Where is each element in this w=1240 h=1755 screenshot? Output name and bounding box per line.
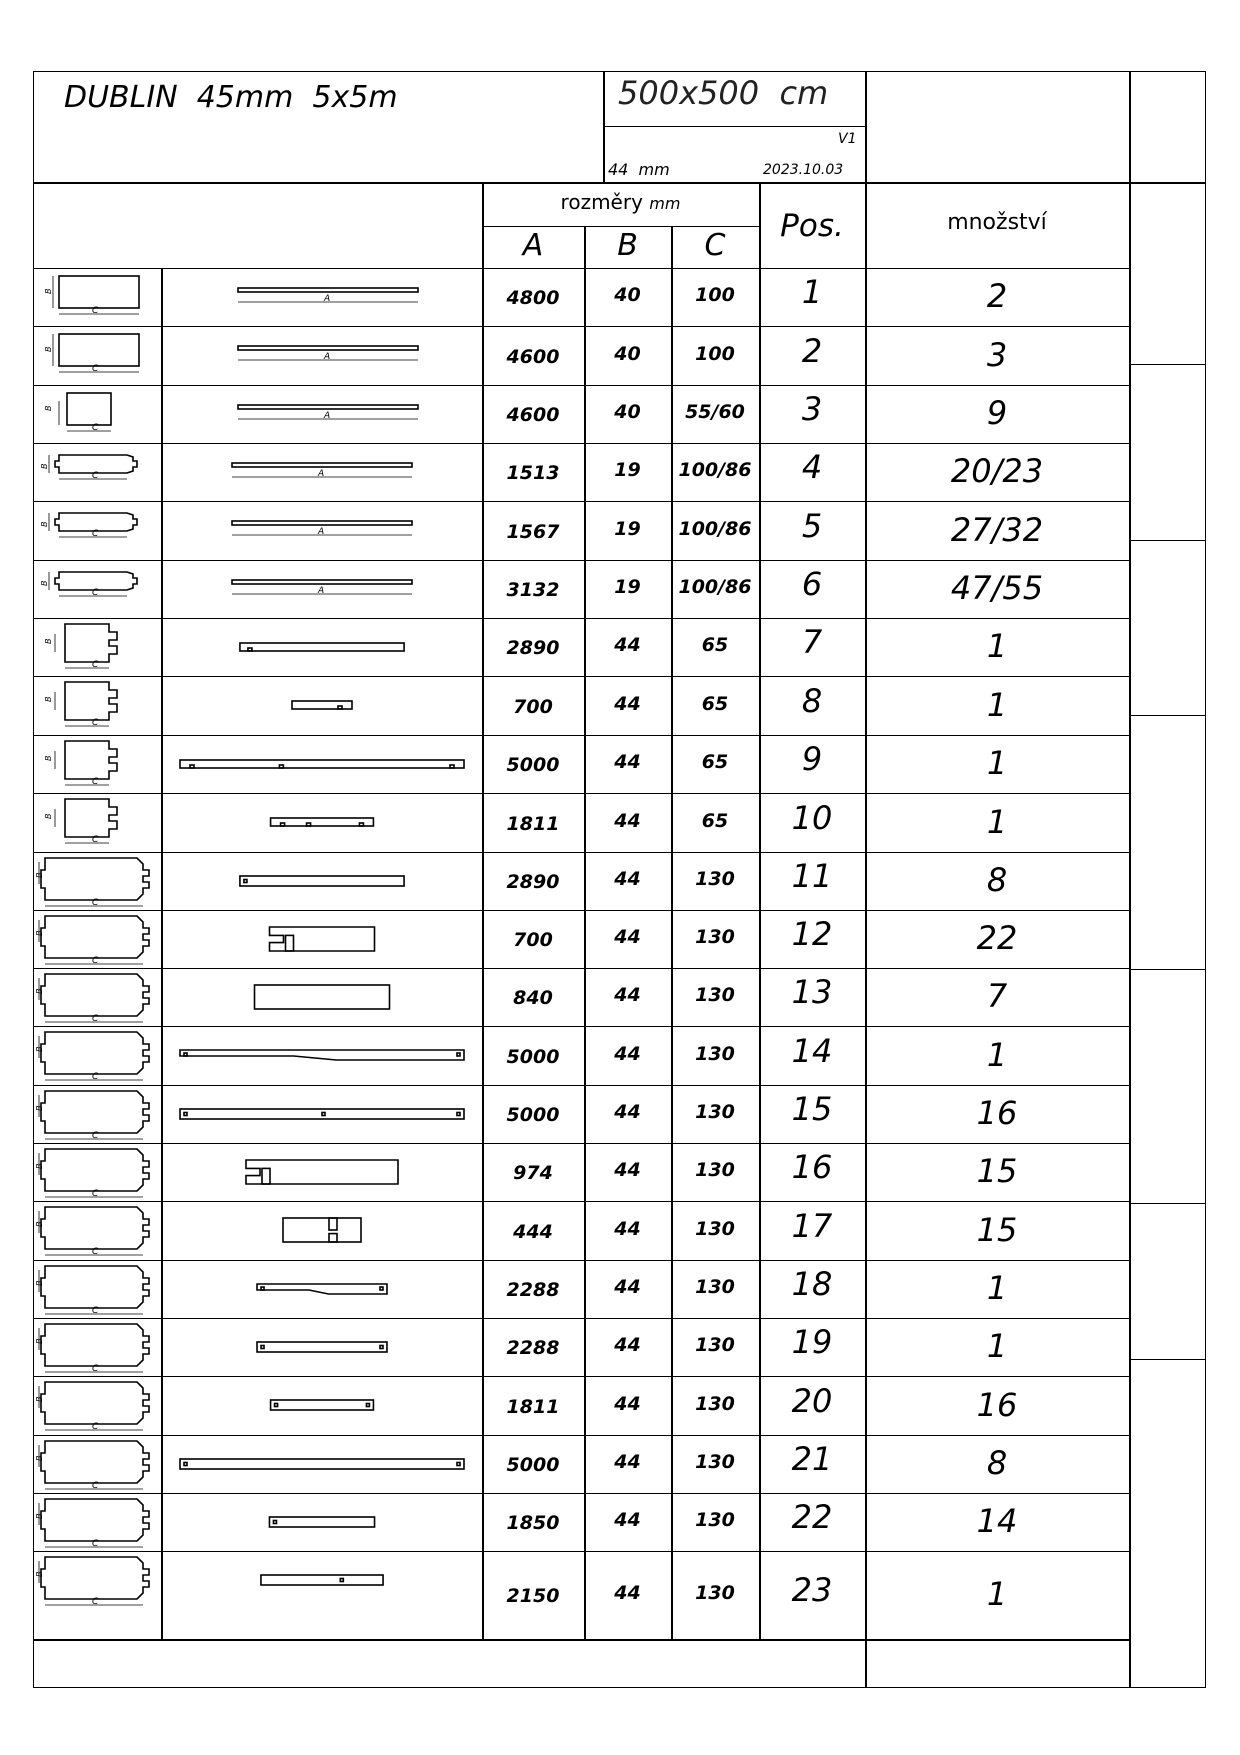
- length-drawing-notch-right: [163, 677, 481, 733]
- cell-position: 23: [791, 1571, 833, 1609]
- cell-dim-c: 130: [695, 1042, 735, 1065]
- profile-label-b: B: [35, 1163, 44, 1169]
- cell-dim-c: 130: [695, 1101, 735, 1123]
- length-drawing-plain: [163, 386, 481, 442]
- cell-quantity: 1: [986, 685, 1008, 724]
- version-label: V1: [838, 131, 857, 147]
- cell-quantity: 8: [986, 1444, 1008, 1482]
- cell-dim-c: 100: [695, 342, 735, 365]
- length-drawing-end-left: [163, 853, 481, 909]
- profile-label-c: C: [92, 588, 99, 598]
- profile-label-b: B: [35, 1105, 44, 1111]
- profile-label-b: B: [35, 1338, 44, 1344]
- cell-position: 19: [791, 1323, 833, 1361]
- cell-dim-c: 130: [695, 926, 735, 948]
- cell-dim-c: 130: [695, 1451, 735, 1473]
- margin-tick: [1129, 364, 1206, 365]
- profile-drawing-plank: [37, 270, 157, 326]
- thickness-label: 44 mm: [608, 160, 670, 179]
- cell-dim-a: 2288: [506, 1337, 560, 1359]
- cell-dim-c: 130: [695, 1276, 735, 1298]
- profile-label-c: C: [92, 306, 99, 316]
- cell-dim-b: 44: [614, 751, 641, 773]
- profile-drawing-small-log: [37, 795, 157, 851]
- profile-label-c: C: [92, 1247, 99, 1257]
- profile-label-b: B: [44, 696, 53, 702]
- cell-quantity: 20/23: [950, 452, 1044, 490]
- cell-dim-b: 44: [614, 1159, 641, 1181]
- profile-label-c: C: [92, 1597, 99, 1607]
- profile-drawing-log: [37, 1553, 157, 1609]
- cell-dim-b: 44: [614, 1509, 641, 1531]
- header-col-pos: Pos.: [780, 208, 844, 244]
- length-drawing-cut-right: [163, 1202, 481, 1258]
- cell-quantity: 14: [976, 1502, 1018, 1540]
- cell-dim-b: 44: [614, 1217, 641, 1240]
- cell-dim-a: 700: [513, 929, 553, 951]
- cell-position: 15: [791, 1090, 833, 1128]
- cell-dim-c: 100/86: [678, 576, 752, 598]
- cell-quantity: 27/32: [950, 510, 1044, 549]
- cell-dim-a: 1513: [506, 462, 560, 484]
- cell-dim-b: 44: [614, 1101, 641, 1123]
- cell-dim-a: 5000: [506, 1045, 560, 1068]
- cell-dim-a: 4800: [506, 287, 560, 309]
- profile-drawing-log: [37, 1320, 157, 1376]
- profile-label-c: C: [92, 898, 99, 908]
- cell-quantity: 1: [986, 1035, 1008, 1074]
- profile-drawing-log: [37, 1262, 157, 1318]
- drawing-size: 500x500 cm: [618, 74, 829, 112]
- cell-position: 16: [791, 1148, 833, 1186]
- length-drawing-step: [163, 1261, 481, 1317]
- cell-position: 1: [801, 273, 823, 311]
- profile-label-b: B: [35, 1455, 44, 1461]
- profile-label-c: C: [92, 423, 99, 433]
- cell-dim-b: 44: [614, 1392, 641, 1415]
- cell-quantity: 16: [976, 1385, 1018, 1424]
- group-header-line: [482, 226, 759, 227]
- margin-tick: [1129, 540, 1206, 541]
- cell-dim-c: 65: [701, 809, 729, 832]
- profile-label-b: B: [44, 405, 53, 411]
- profile-label-c: C: [92, 718, 99, 728]
- profile-drawing-floor: [37, 562, 157, 618]
- profile-label-c: C: [92, 1072, 99, 1082]
- header-col-qty: množství: [947, 210, 1047, 235]
- margin-tick: [1129, 969, 1206, 970]
- length-label-a: A: [318, 527, 325, 537]
- profile-label-c: C: [92, 956, 99, 966]
- profile-drawing-plank: [37, 328, 157, 384]
- title-separator: [33, 182, 1206, 184]
- cell-quantity: 2: [986, 277, 1008, 315]
- cell-quantity: 9: [986, 394, 1008, 432]
- cell-dim-c: 130: [695, 1217, 735, 1240]
- cell-position: 14: [791, 1031, 833, 1070]
- margin-tick: [1129, 1359, 1206, 1360]
- header-dimensions: [482, 190, 759, 214]
- cell-dim-b: 44: [614, 692, 641, 715]
- cell-dim-c: 130: [695, 1159, 735, 1181]
- cell-dim-c: 100/86: [678, 517, 752, 540]
- profile-drawing-log: [37, 854, 157, 910]
- margin-tick: [1129, 715, 1206, 716]
- cell-dim-a: 700: [513, 695, 553, 718]
- profile-label-c: C: [92, 529, 99, 539]
- cell-position: 17: [791, 1206, 833, 1245]
- cell-dim-b: 44: [614, 984, 641, 1006]
- profile-label-b: B: [40, 521, 49, 527]
- profile-label-c: C: [92, 1539, 99, 1549]
- profile-label-b: B: [35, 1046, 44, 1052]
- length-drawing-box: [163, 969, 481, 1025]
- cell-dim-b: 44: [614, 1451, 641, 1473]
- cell-dim-a: 1850: [506, 1512, 560, 1534]
- profile-label-b: B: [35, 930, 44, 936]
- length-drawing-plain: [163, 561, 481, 617]
- profile-label-c: C: [92, 1364, 99, 1374]
- profile-label-c: C: [92, 1189, 99, 1199]
- cell-dim-b: 44: [614, 1582, 641, 1604]
- profile-drawing-log: [37, 1028, 157, 1084]
- cell-dim-a: 1567: [506, 520, 560, 543]
- cell-quantity: 15: [976, 1210, 1018, 1249]
- cell-dim-a: 5000: [506, 1454, 560, 1476]
- margin-tick: [1129, 1203, 1206, 1204]
- cell-position: 6: [801, 565, 823, 603]
- length-drawing-end-both: [163, 1319, 481, 1375]
- length-label-a: A: [324, 294, 331, 304]
- cell-dim-b: 40: [614, 284, 641, 306]
- cell-position: 21: [791, 1440, 833, 1478]
- title-divider-2: [603, 126, 865, 127]
- header-col-c: C: [704, 228, 726, 263]
- profile-drawing-log: [37, 1495, 157, 1551]
- cell-position: 12: [791, 915, 833, 953]
- length-drawing-plain: [163, 502, 481, 558]
- length-drawing-end-both: [163, 1377, 481, 1433]
- cell-dim-a: 974: [513, 1162, 553, 1184]
- cell-quantity: 1: [986, 802, 1008, 841]
- profile-label-b: B: [44, 346, 53, 352]
- cell-position: 11: [791, 857, 833, 895]
- cell-dim-a: 1811: [506, 1395, 560, 1418]
- cell-dim-c: 65: [701, 751, 729, 773]
- length-drawing-plain: [163, 269, 481, 325]
- profile-label-b: B: [35, 988, 44, 994]
- cell-dim-c: 130: [695, 1582, 735, 1604]
- cell-dim-c: 130: [695, 868, 735, 890]
- cell-quantity: 1: [986, 1575, 1008, 1613]
- profile-label-c: C: [92, 835, 99, 845]
- cell-dim-a: 2890: [506, 637, 560, 659]
- header-dimensions-unit: mm: [649, 194, 681, 213]
- length-label-a: A: [324, 352, 331, 362]
- header-dimensions-label: rozměry: [560, 190, 643, 214]
- cell-dim-b: 19: [614, 576, 641, 598]
- cell-dim-c: 130: [695, 984, 735, 1006]
- length-drawing-notch-left: [163, 619, 481, 675]
- length-drawing-notch-both: [163, 736, 481, 792]
- table-bottom-line: [33, 1639, 1129, 1641]
- profile-drawing-log: [37, 1145, 157, 1201]
- profile-label-c: C: [92, 364, 99, 374]
- profile-label-b: B: [35, 1396, 44, 1402]
- profile-label-b: B: [44, 813, 53, 819]
- cell-dim-c: 130: [695, 1509, 735, 1531]
- cell-dim-c: 65: [701, 634, 729, 656]
- length-drawing-step: [163, 1027, 481, 1083]
- cell-dim-b: 44: [614, 1042, 641, 1065]
- length-label-a: A: [324, 411, 331, 421]
- length-drawing-end-both: [163, 1436, 481, 1492]
- profile-label-c: C: [92, 1481, 99, 1491]
- cell-position: 10: [791, 798, 833, 837]
- profile-label-b: B: [44, 755, 53, 761]
- cell-position: 5: [801, 506, 823, 545]
- length-drawing-cut-left: [163, 1144, 481, 1200]
- right-margin-line: [1129, 71, 1131, 1688]
- cell-dim-b: 44: [614, 926, 641, 948]
- drawing-title: DUBLIN 45mm 5x5m: [64, 80, 398, 115]
- profile-label-b: B: [40, 580, 49, 586]
- date-label: 2023.10.03: [763, 162, 844, 178]
- cell-quantity: 15: [976, 1152, 1018, 1190]
- length-drawing-plain: [163, 327, 481, 383]
- profile-drawing-log: [37, 1378, 157, 1434]
- cell-dim-b: 44: [614, 809, 641, 832]
- cell-dim-a: 2890: [506, 871, 560, 893]
- cell-quantity: 8: [986, 861, 1008, 899]
- cell-dim-c: 130: [695, 1334, 735, 1356]
- cell-position: 7: [801, 623, 823, 661]
- profile-drawing-log: [37, 1203, 157, 1259]
- cell-dim-c: 130: [695, 1392, 735, 1415]
- cell-dim-b: 44: [614, 634, 641, 656]
- length-drawing-notch-both: [163, 794, 481, 850]
- profile-label-c: C: [92, 471, 99, 481]
- profile-drawing-log: [37, 1087, 157, 1143]
- cell-quantity: 16: [976, 1094, 1018, 1132]
- length-drawing-end-both-mid: [163, 1086, 481, 1142]
- cell-dim-c: 100: [695, 284, 735, 306]
- cell-dim-c: 55/60: [685, 401, 745, 423]
- header-col-b: B: [617, 228, 638, 263]
- cell-position: 18: [791, 1265, 833, 1303]
- length-drawing-plain: [163, 444, 481, 500]
- profile-drawing-square: [37, 387, 157, 443]
- cell-dim-a: 2150: [506, 1585, 560, 1607]
- cell-dim-c: 100/86: [678, 459, 752, 481]
- cell-position: 13: [791, 973, 833, 1011]
- length-drawing-end-mid: [163, 1552, 481, 1608]
- cell-dim-a: 5000: [506, 1104, 560, 1126]
- profile-drawing-small-log: [37, 678, 157, 734]
- cell-position: 8: [801, 681, 823, 720]
- profile-label-c: C: [92, 1306, 99, 1316]
- cell-quantity: 1: [986, 1269, 1008, 1307]
- cell-dim-c: 65: [701, 692, 729, 715]
- profile-label-c: C: [92, 1014, 99, 1024]
- profile-label-b: B: [44, 288, 53, 294]
- profile-drawing-log: [37, 912, 157, 968]
- profile-label-b: B: [35, 872, 44, 878]
- profile-label-b: B: [35, 1280, 44, 1286]
- profile-drawing-log: [37, 970, 157, 1026]
- length-label-a: A: [318, 586, 325, 596]
- cell-position: 2: [801, 331, 823, 370]
- cell-quantity: 1: [986, 1327, 1008, 1365]
- length-label-a: A: [318, 469, 325, 479]
- profile-label-c: C: [92, 1131, 99, 1141]
- cell-dim-b: 40: [614, 401, 641, 423]
- cell-dim-a: 3132: [506, 579, 560, 601]
- cell-dim-b: 44: [614, 1276, 641, 1298]
- cell-dim-b: 40: [614, 342, 641, 365]
- profile-label-b: B: [35, 1571, 44, 1577]
- cell-dim-a: 2288: [506, 1279, 560, 1301]
- cell-dim-b: 19: [614, 517, 641, 540]
- length-drawing-cut-left: [163, 911, 481, 967]
- cell-quantity: 22: [976, 919, 1018, 957]
- cell-position: 22: [791, 1498, 833, 1536]
- profile-drawing-floor: [37, 445, 157, 501]
- cell-quantity: 1: [986, 627, 1008, 665]
- cell-dim-a: 444: [513, 1220, 553, 1243]
- profile-drawing-floor: [37, 503, 157, 559]
- cell-dim-a: 4600: [506, 404, 560, 426]
- profile-drawing-small-log: [37, 737, 157, 793]
- cell-dim-a: 1811: [506, 812, 560, 835]
- cell-quantity: 47/55: [950, 569, 1044, 607]
- profile-drawing-log: [37, 1437, 157, 1493]
- cell-quantity: 7: [986, 977, 1008, 1015]
- cell-position: 3: [801, 390, 823, 428]
- cell-dim-a: 4600: [506, 345, 560, 368]
- cell-quantity: 3: [986, 335, 1008, 374]
- profile-label-b: B: [44, 638, 53, 644]
- profile-label-c: C: [92, 1422, 99, 1432]
- profile-label-b: B: [35, 1513, 44, 1519]
- cell-dim-b: 44: [614, 868, 641, 890]
- profile-label-b: B: [35, 1221, 44, 1227]
- cell-dim-a: 5000: [506, 754, 560, 776]
- profile-label-c: C: [92, 777, 99, 787]
- cell-dim-a: 840: [513, 987, 553, 1009]
- cell-position: 20: [791, 1381, 833, 1420]
- profile-label-c: C: [92, 660, 99, 670]
- cell-quantity: 1: [986, 744, 1008, 782]
- cell-dim-b: 44: [614, 1334, 641, 1356]
- profile-drawing-small-log: [37, 620, 157, 676]
- cell-dim-b: 19: [614, 459, 641, 481]
- header-col-a: A: [522, 228, 544, 263]
- profile-label-b: B: [40, 463, 49, 469]
- length-drawing-end-left: [163, 1494, 481, 1550]
- cell-position: 4: [801, 448, 823, 486]
- cell-position: 9: [801, 740, 823, 778]
